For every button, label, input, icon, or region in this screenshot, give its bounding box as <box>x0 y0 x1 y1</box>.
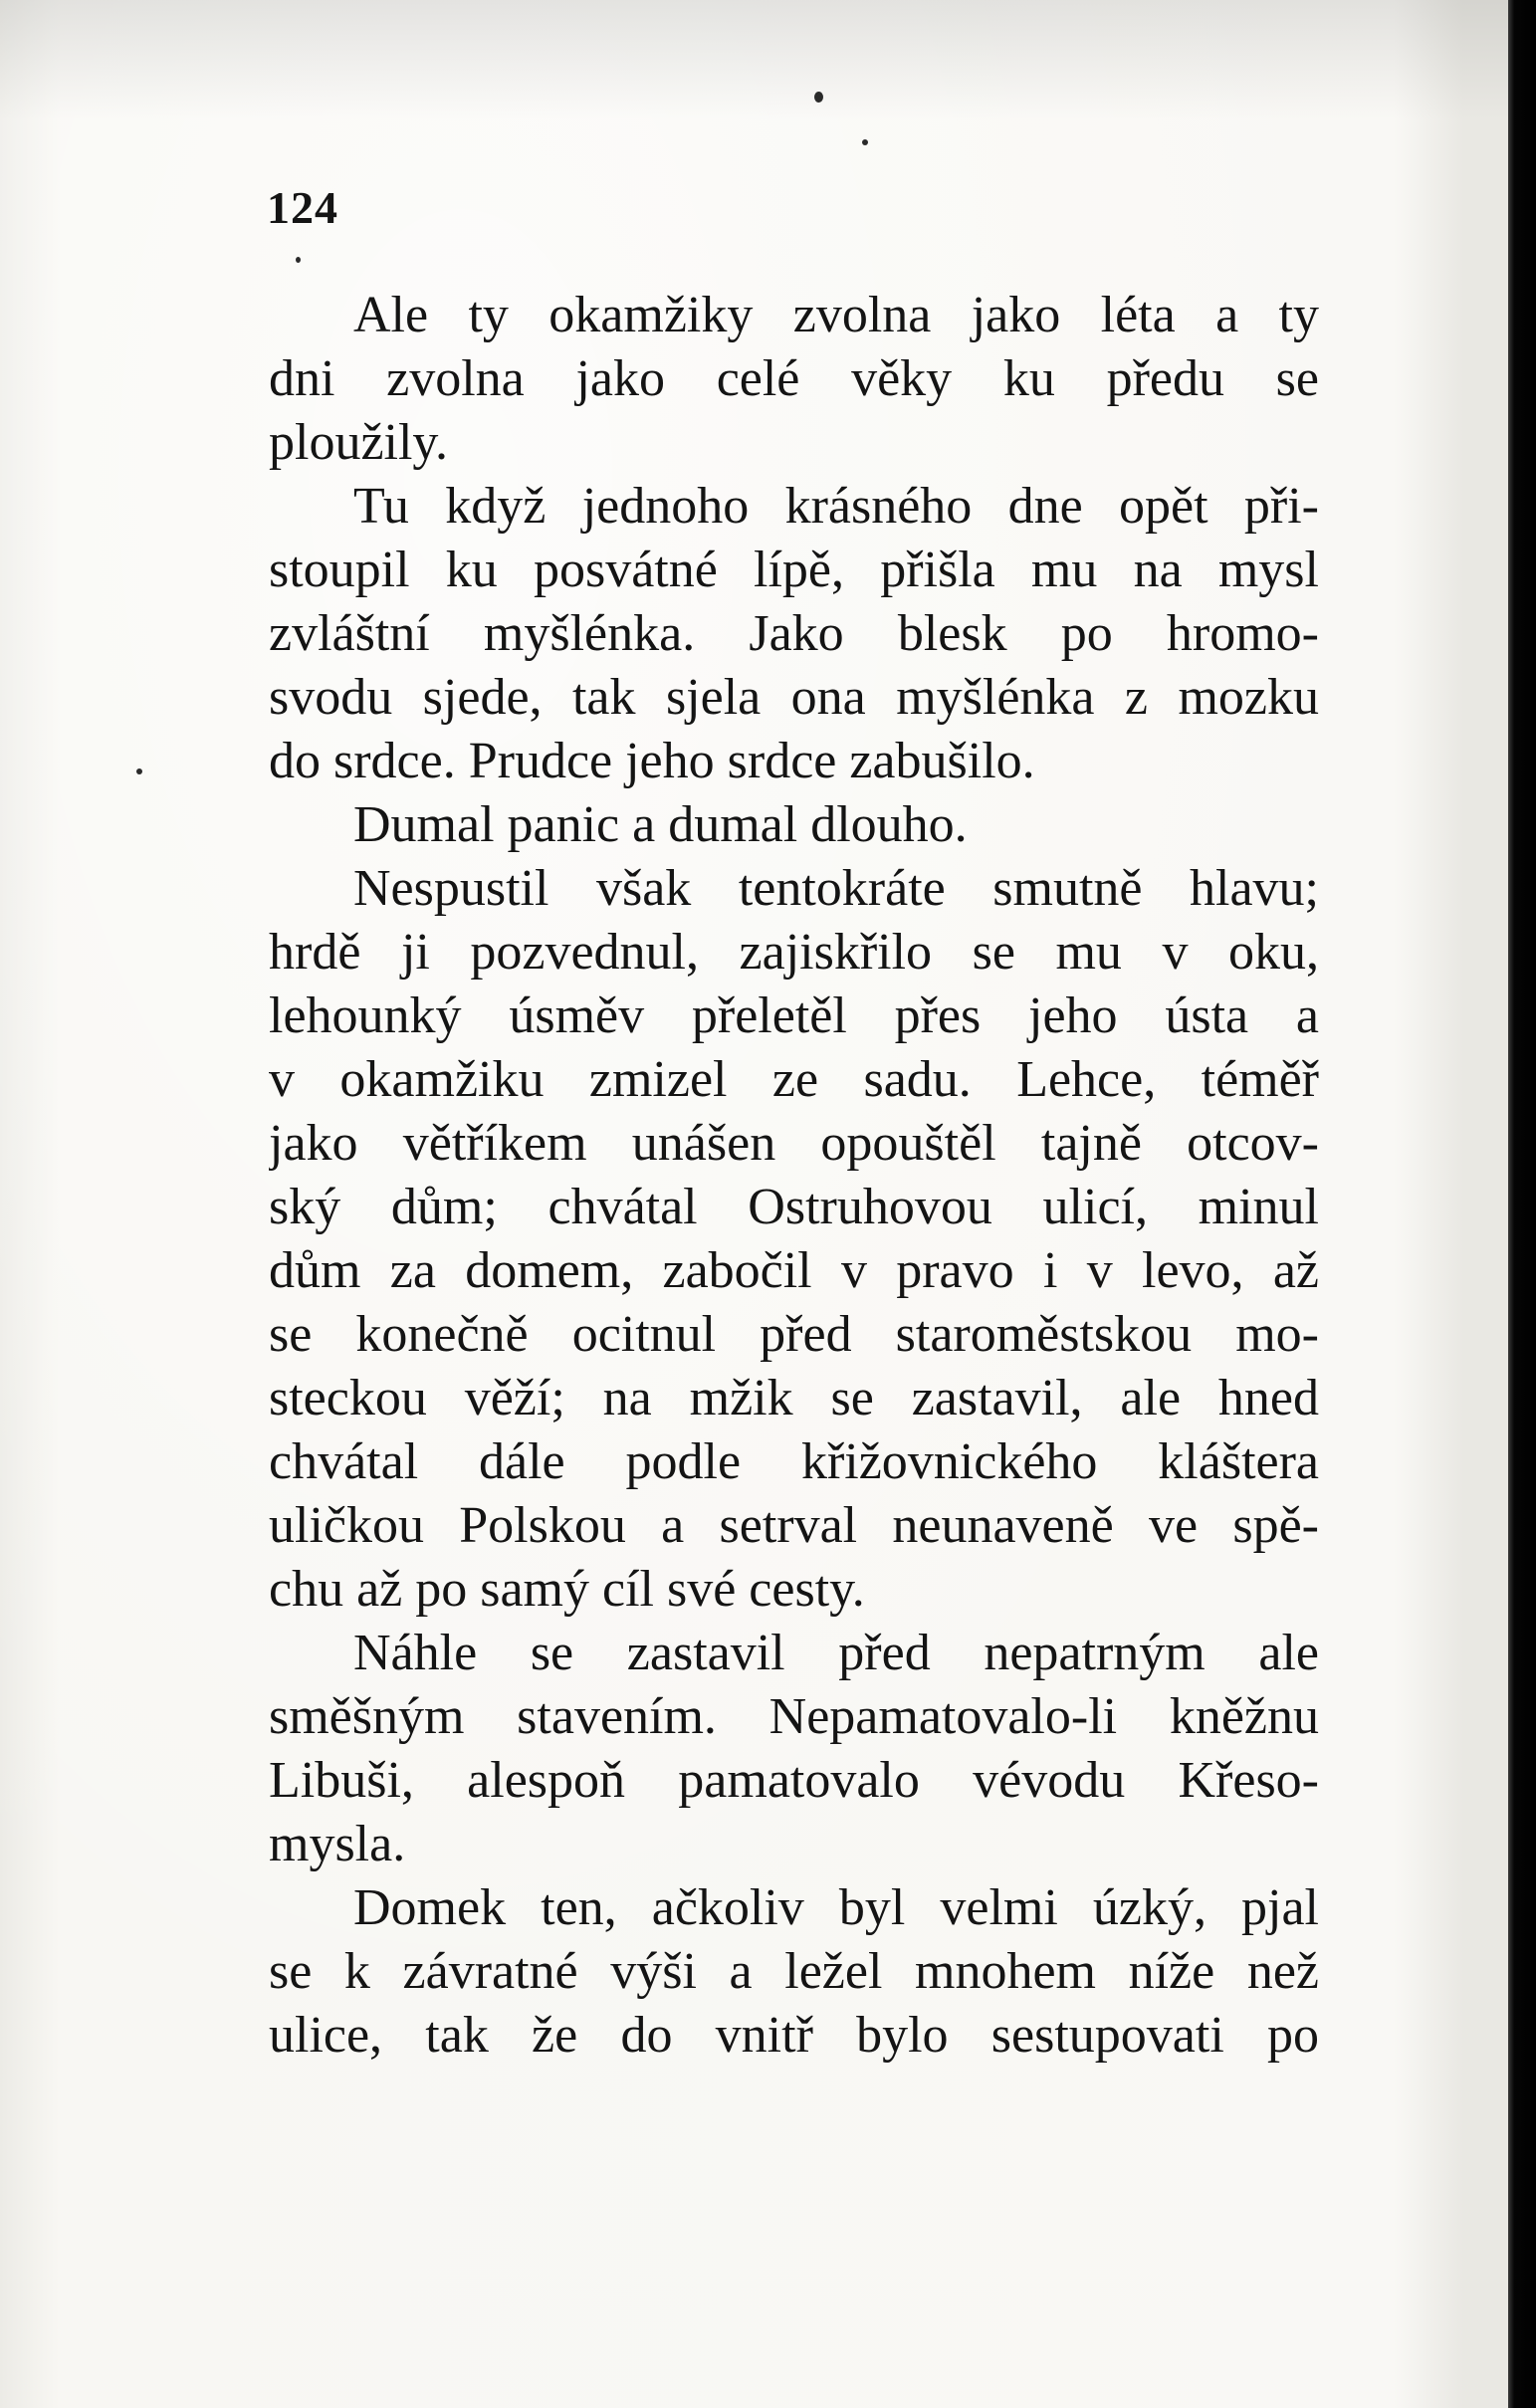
text-line: steckou věží; na mžik se zastavil, ale hned <box>269 1370 1319 1426</box>
text-line: chu až po samý cíl své cesty. <box>269 1561 865 1618</box>
ink-speck <box>136 768 142 774</box>
ink-speck <box>296 257 301 263</box>
text-line: Náhle se zastavil před nepatrným ale <box>353 1625 1319 1681</box>
text-line: jako větříkem unášen opouštěl tajně otcov- <box>269 1115 1319 1172</box>
text-line: do srdce. Prudce jeho srdce zabušilo. <box>269 733 1035 789</box>
text-line: Dumal panic a dumal dlouho. <box>353 796 968 853</box>
text-line: se k závratné výši a ležel mnohem níže než <box>269 1943 1319 2000</box>
text-line: ulice, tak že do vnitř bylo sestupovati po <box>269 2007 1319 2064</box>
text-line: lehounký úsměv přeletěl přes jeho ústa a <box>269 987 1319 1044</box>
text-line: dni zvolna jako celé věky ku předu se <box>269 350 1319 407</box>
text-line: ploužily. <box>269 414 449 471</box>
text-line: v okamžiku zmizel ze sadu. Lehce, téměř <box>269 1051 1319 1108</box>
ink-speck <box>862 139 868 145</box>
text-line: směšným stavením. Nepamatovalo-li kněžnu <box>269 1688 1319 1745</box>
text-line: se konečně ocitnul před staroměstskou mo- <box>269 1306 1319 1363</box>
top-shadow <box>0 0 1508 119</box>
text-line: uličkou Polskou a setrval neunaveně ve spě- <box>269 1497 1319 1554</box>
text-line: hrdě ji pozvednul, zajiskřilo se mu v oku, <box>269 924 1319 981</box>
text-line: stoupil ku posvátné lípě, přišla mu na mysl <box>269 542 1319 598</box>
page-edge-border <box>1508 0 1536 2408</box>
text-line: Libuši, alespoň pamatovalo vévodu Křeso- <box>269 1752 1319 1809</box>
text-line: svodu sjede, tak sjela ona myšlénka z mozku <box>269 669 1319 726</box>
text-line: Domek ten, ačkoliv byl velmi úzký, pjal <box>353 1879 1319 1936</box>
text-line: zvláštní myšlénka. Jako blesk po hromo- <box>269 605 1319 662</box>
text-line: ský dům; chvátal Ostruhovou ulicí, minul <box>269 1179 1319 1235</box>
text-line: Ale ty okamžiky zvolna jako léta a ty <box>353 287 1319 343</box>
text-line: Nespustil však tentokráte smutně hlavu; <box>353 860 1319 917</box>
text-line: mysla. <box>269 1816 406 1872</box>
body-text <box>269 284 1319 2068</box>
ink-speck <box>814 92 823 103</box>
text-line: dům za domem, zabočil v pravo i v levo, až <box>269 1242 1319 1299</box>
text-line: chvátal dále podle křižovnického kláštera <box>269 1433 1319 1490</box>
page-number: 124 <box>267 182 338 233</box>
text-line: Tu když jednoho krásného dne opět při- <box>353 478 1319 535</box>
